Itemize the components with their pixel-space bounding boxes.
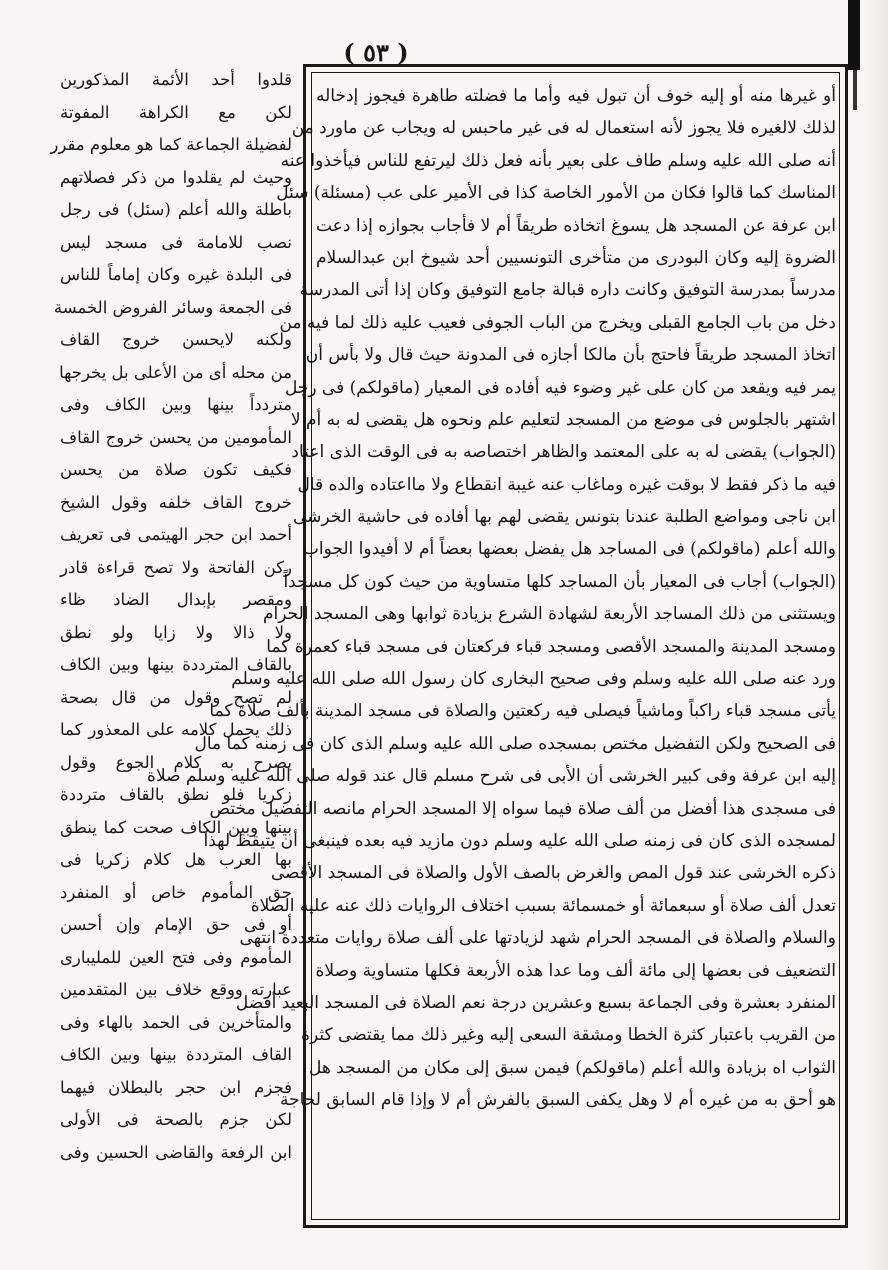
page-edge-mark — [848, 0, 860, 70]
margin-text-line: ابن الرفعة والقاضى الحسين وفى — [60, 1142, 292, 1162]
margin-text-line: القاف المترددة بينها وبين الكاف — [60, 1045, 292, 1064]
margin-text-line: المأموم وفى فتح العين للمليبارى — [60, 947, 292, 967]
main-text-line: ويستثنى من ذلك المساجد الأربعة لشهادة الشرع بزيادة ثوابها وهى المسجد الحرام — [263, 604, 836, 625]
main-text-line: أنه صلى الله عليه وسلم طاف على بعير بأنه فعل ذلك ليرتفع للناس فيأخذوا عنه — [280, 150, 836, 171]
main-text-line: دخل من باب الجامع القبلى ويخرج من الباب الجوفى فعيب عليه ذلك لما فيه من — [279, 312, 836, 333]
main-text-line: تعدل ألف صلاة أو سبعمائة أو خمسمائة بسبب اختلاف الروايات ذلك عنه عليه الصلاة — [250, 895, 836, 916]
main-text-line: اشتهر بالجلوس فى موضع من المسجد لتعليم علم ونحوه هل يقضى له به أم لا — [290, 409, 836, 430]
margin-text-line: زكريا فلو نطق بالقاف مترددة — [60, 785, 292, 804]
main-text-line: ورد عنه صلى الله عليه وسلم وفى صحيح البخارى كان رسول الله صلى الله عليه وسلم — [231, 669, 836, 690]
margin-text-line: وحيث لم يقلدوا من ذكر فصلاتهم — [60, 167, 292, 187]
margin-text-line: المأمومين من يحسن خروج القاف — [60, 427, 292, 447]
margin-text-line: ولكنه لايحسن خروج القاف — [60, 330, 292, 349]
margin-text-line: فى البلدة غيره وكان إماماً للناس — [60, 265, 292, 284]
margin-text-line: خروج القاف خلفه وقول الشيخ — [60, 492, 292, 512]
main-text-line: فى الصحيح ولكن التفضيل مختص بمسجده صلى الله عليه وسلم الذى كان فى زمنه كما مال — [194, 733, 836, 754]
margin-text-line: أحمد ابن حجر الهيتمى فى تعريف — [60, 525, 292, 544]
main-text-line: يمر فيه ويقعد من كان على غير وضوء فيه أفاده فى المعيار (ماقولكم) فى رجل — [284, 377, 836, 398]
main-text-line: التضعيف فى بعضها إلى مائة ألف وما عدا هذه الأربعة فكلها متساوية وصلاة — [315, 960, 836, 981]
margin-text-line: عبارته ووقع خلاف بين المتقدمين — [60, 980, 292, 999]
page-number: ( ٥٣ ) — [343, 38, 409, 67]
margin-text-line: بالقاف المترددة بينها وبين الكاف — [60, 655, 292, 674]
main-text-line: من القريب باعتبار كثرة الخطا ومشقة السعى إليه وغير ذلك مما يقتضى كثرة — [301, 1025, 836, 1046]
main-text-line: مدرساً بمدرسة التوفيق وكانت داره قبالة جامع التوفيق وكان إذا أتى المدرسة — [299, 280, 836, 301]
margin-text-line: ولا ذالا ولا زايا ولو نطق — [60, 622, 292, 642]
page-edge-mark-lower — [853, 70, 857, 110]
main-text-line: فيه ما ذكر فقط لا بوقت غيره وماغاب عنه غيبة انقطاع ولا مااعتاده والده قال — [297, 474, 836, 495]
main-text-line: ابن عرفة عن المسجد هل يسوغ اتخاذه طريقاً أم لا فأجاب بجوازه إذا دعت — [316, 215, 836, 236]
main-text-line: والله أعلم (ماقولكم) فى المساجد هل يفضل بعضها بعضاً أم لا أفيدوا الجواب — [302, 539, 836, 560]
main-text-line: إليه ابن عرفة وفى كبير الخرشى أن الأبى فى شرح مسلم قال عند قوله صلى الله عليه وسلم صلاة — [147, 766, 836, 787]
margin-text-line: ذلك يحمل كلامه على المعذور كما — [60, 720, 292, 739]
margin-text-line: لكن جزم بالصحة فى الأولى — [60, 1110, 292, 1129]
margin-text-line: متردداً بينها وبين الكاف وفى — [60, 395, 292, 414]
main-text-line: المنفرد بعشرة وفى الجماعة بسبع وعشرين درجة نعم الصلاة فى المسجد البعيد أفضل — [235, 992, 836, 1013]
main-text-line: فى مسجدى هذا أفضل من ألف صلاة فيما سواه إلا المسجد الحرام مانصه التفضيل مختص — [209, 798, 836, 819]
margin-text-line: فجزم ابن حجر بالبطلان فيهما — [60, 1077, 292, 1097]
margin-text-line: حق المأموم خاص أو المنفرد — [60, 882, 292, 902]
margin-text-line: من محله أى من الأعلى بل يخرجها — [59, 362, 292, 382]
main-text-line: أو غيرها منه أو إليه خوف أن تبول فيه وأما ما فضلته طاهرة فيجوز إدخاله — [316, 86, 836, 106]
margin-text-line: يصرح به كلام الجوع وقول — [60, 752, 292, 772]
main-text-line: ابن ناجى ومواضع الطلبة عندنا بتونس يقضى لهم بها أفاده فى حاشية الخرشى — [293, 507, 836, 528]
main-text-line: المناسك كما قالوا فكان من الأمور الخاصة كذا فى الأمير على عب (مسئلة) سئل — [276, 183, 836, 204]
margin-text-line: قلدوا أحد الأئمة المذكورين — [60, 70, 292, 89]
margin-text-line: فكيف تكون صلاة من يحسن — [60, 460, 292, 479]
page-edge-shadow — [866, 0, 888, 1270]
margin-text-line: لكن مع الكراهة المفوتة — [60, 102, 292, 122]
main-text-line: (الجواب) يقضى له به على المعتمد والظاهر اختصاصه به فى الوقت الذى اعتاد — [291, 442, 836, 463]
margin-text-line: والمتأخرين فى الحمد بالهاء وفى — [60, 1012, 292, 1032]
margin-text-line: بينها وبين الكاف صحت كما ينطق — [60, 817, 292, 837]
main-text-line: لمسجده الذى كان فى زمنه صلى الله عليه وسلم دون مازيد فيه بعده فينبغى أن يتيقظ لهذا — [203, 830, 836, 851]
margin-text-line: فى الجمعة وسائر الفروض الخمسة — [53, 297, 292, 317]
margin-text-line: لم تصح وقول من قال بصحة — [60, 687, 292, 707]
main-text-line: ذكره الخرشى عند قول المص والغرض بالصف الأول والصلاة فى المسجد الأقصى — [270, 863, 836, 884]
margin-text-line: ركن الفاتحة ولا تصح قراءة قادر — [60, 557, 292, 577]
margin-text-line: نصب للامامة فى مسجد ليس — [60, 232, 292, 252]
main-text-line: يأتى مسجد قباء راكباً وماشياً فيصلى فيه ركعتين والصلاة فى مسجد المدينة بألف صلاة كما — [209, 701, 836, 722]
main-text-line: لذلك لالغيره فلا يجوز لأنه استعمال له فى غير ماحبس له ويجاب عن ماورد من — [291, 118, 836, 139]
main-text-line: اتخاذ المسجد طريقاً فاحتج بأن مالكا أجازه فى المدونة حيث قال ولا بأس أن — [305, 345, 836, 366]
main-text-line: هو أحق به من غيره أم لا وهل يكفى السبق بالفرش أم لا وإذا قام السابق لحاجة — [279, 1090, 836, 1111]
main-text-line: الضروة إليه وكان البودرى من متأخرى التونسيين أحد شيوخ ابن عبدالسلام — [316, 247, 836, 268]
main-text-line: الثواب اه بزيادة والله أعلم (ماقولكم) فيمن سبق إلى مكان من المسجد هل — [308, 1057, 836, 1078]
margin-text-line: بها العرب هل كلام زكريا فى — [60, 850, 292, 869]
margin-text-line: لفضيلة الجماعة كما هو معلوم مقرر — [50, 135, 292, 154]
main-text-line: (الجواب) أجاب فى المعيار بأن المساجد كلها متساوية من حيث كون كل مسجداً — [283, 571, 836, 592]
main-text-line: والسلام والصلاة فى المسجد الحرام شهد لزيادتها على ألف صلاة روايات متعددة انتهى — [239, 928, 836, 949]
margin-text-line: باطلة والله أعلم (سئل) فى رجل — [60, 200, 292, 219]
margin-commentary — [50, 64, 292, 1229]
margin-text-line: أو فى حق الإمام وإن أحسن — [60, 915, 292, 934]
main-text-line: ومسجد المدينة والمسجد الأقصى ومسجد قباء فركعتان فى مسجد قباء كعمرة كما — [266, 636, 836, 657]
margin-text-line: ومقصر بإبدال الضاد ظاء — [60, 590, 292, 609]
